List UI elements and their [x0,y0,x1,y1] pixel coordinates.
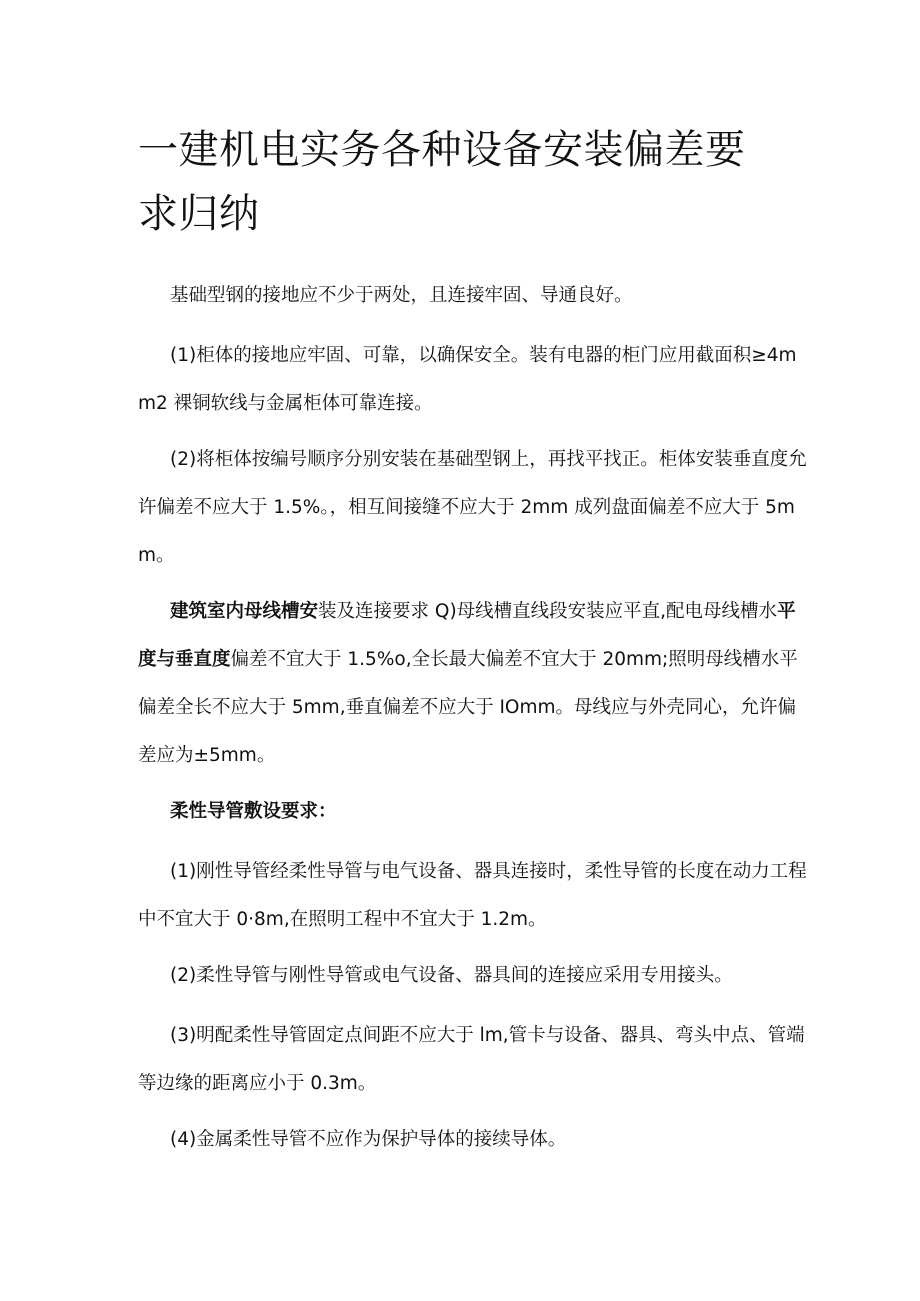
paragraph-busway [138,588,810,780]
title-line-2: 求归纳 [138,191,260,237]
paragraph-flexible-conduit-1: (1)刚性导管经柔性导管与电气设备、器具连接时，柔性导管的长度在动力工程中不宜大于 0·8m,在照明工程中不宜大于 1.2m。 [138,861,807,930]
paragraph-cabinet-grounding: (1)柜体的接地应牢固、可靠，以确保安全。装有电器的柜门应用截面积≥4mm2 裸铜软线与金属柜体可靠连接。 [138,345,797,414]
paragraph-grounding: 基础型钢的接地应不少于两处，且连接牢固、导通良好。 [170,285,633,306]
section-heading-flexible-conduit: 柔性导管敷设要求： [170,801,337,822]
busway-emphasis: 平度与垂直度 [138,601,796,670]
title-line-1: 一建机电实务各种设备安装偏差要 [138,127,746,173]
busway-text-2: 偏差不宜大于 1.5%o,全长最大偏差不宜大于 20mm;照明母线槽水平偏差全长不应大于 5mm,垂直偏差不应大于 IOmm。母线应与外壳同心，允许偏差应为±5mm。 [138,649,798,766]
busway-text-1: 装及连接要求 Q)母线槽直线段安装应平直,配电母线槽水 [318,601,778,622]
paragraph-flexible-conduit-4: (4)金属柔性导管不应作为保护导体的接续导体。 [170,1129,567,1150]
paragraph-flexible-conduit-2: (2)柔性导管与刚性导管或电气设备、器具间的连接应采用专用接头。 [170,965,733,986]
paragraph-cabinet-install: (2)将柜体按编号顺序分别安装在基础型钢上，再找平找正。柜体安装垂直度允许偏差不应大于 1.5%。，相互间接缝不应大于 2mm 成列盘面偏差不应大于 5mm。 [138,449,807,566]
paragraph-flexible-conduit-3: (3)明配柔性导管固定点间距不应大于 lm,管卡与设备、器具、弯头中点、管端等边缘的距离应小于 0.3m。 [138,1025,805,1094]
document-title [138,118,810,246]
busway-heading: 建筑室内母线槽安 [170,601,319,622]
